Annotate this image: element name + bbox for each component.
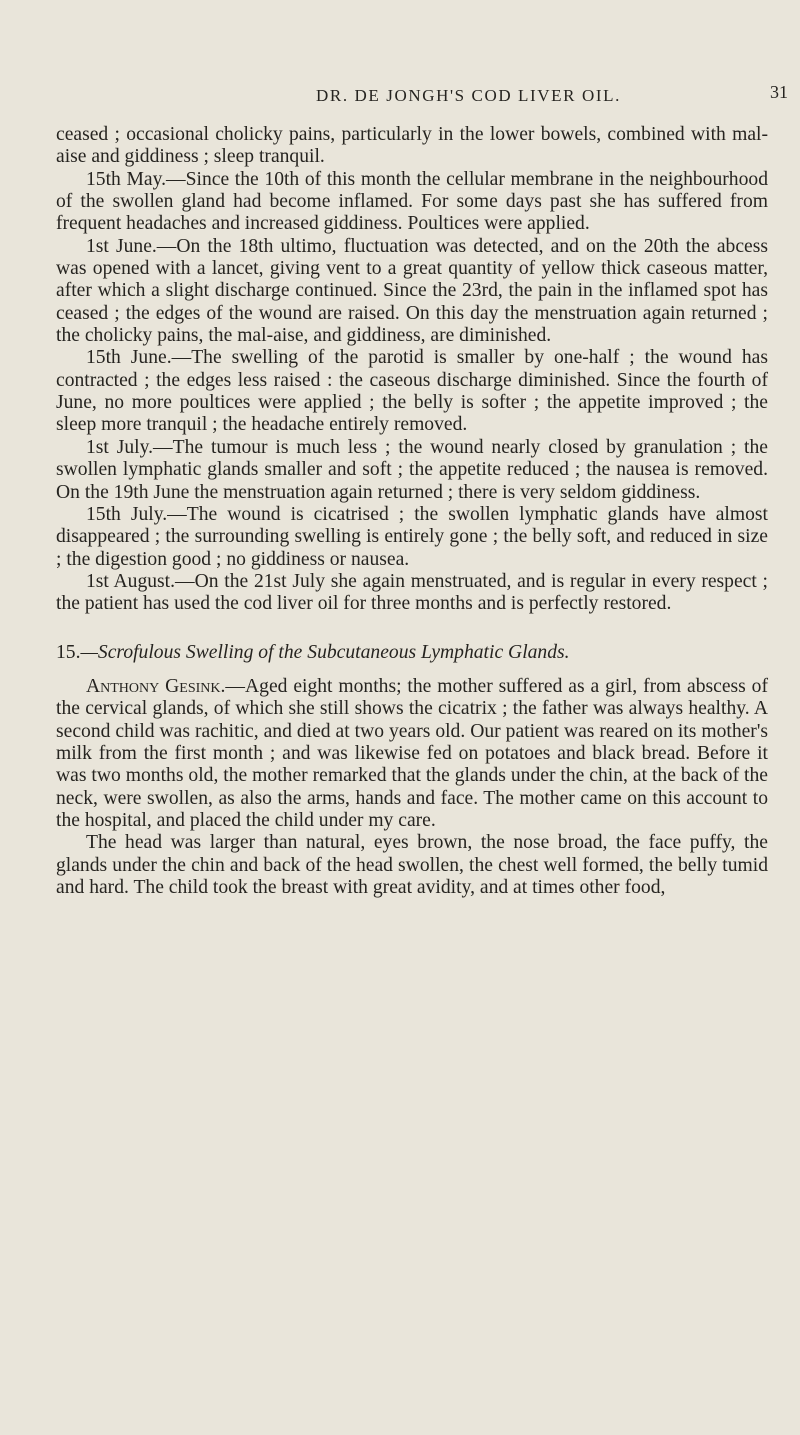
paragraph-examination: The head was larger than natural, eyes brown, the nose broad, the face puffy, the glands under the chin and back of the head swollen, the chest well formed, the belly tumid and hard. The child took the breast with great avidity, and at times other food,: [56, 832, 768, 898]
patient-name: Anthony Gesink.: [86, 675, 226, 697]
paragraph-15th-june: 15th June.—The swelling of the parotid is smaller by one-half ; the wound has contracted ; the edges less raised : the caseous discharge diminished. Since the fourth of June, no more poultices were applied ; the belly is softer ; the appetite improved ; the sleep more tranquil ; the headache entirely removed.: [56, 347, 768, 436]
running-head: [0, 82, 800, 110]
case-intro-text: —Aged eight months; the mother suffered as a girl, from abscess of the cervical glands, of which she still shows the cicatrix ; the father was always healthy. A second child was rachitic, and died at two years old. Our patient was reared on its mother's milk from the first month ; and was likewise fed on potatoes and black bread. Before it was two months old, the mother remarked that the glands under the chin, at the back of the neck, were swollen, as also the arms, hands and face. The mother came on this account to the hospital, and placed the child under my care.: [56, 675, 768, 831]
paragraph-15th-july: 15th July.—The wound is cicatrised ; the swollen lymphatic glands have almost disappeared ; the surrounding swelling is entirely gone ; the belly soft, and reduced in size ; the digestion good ; no giddiness or nausea.: [56, 503, 768, 570]
paragraph-15th-may: 15th May.—Since the 10th of this month the cellular membrane in the neighbourhood of the swollen gland had become inflamed. For some days past she has suffered from frequent headaches and increased giddiness. Poultices were applied.: [56, 168, 768, 235]
running-title: DR. DE JONGH'S COD LIVER OIL.: [316, 86, 621, 105]
body-text: [56, 124, 768, 899]
case-intro-paragraph: [56, 676, 768, 832]
paragraph-1st-august: 1st August.—On the 21st July she again menstruated, and is regular in every respect ; the patient has used the cod liver oil for three months and is perfectly restored.: [56, 570, 768, 615]
paragraph-1st-july: 1st July.—The tumour is much less ; the wound nearly closed by granulation ; the swollen lymphatic glands smaller and soft ; the appetite reduced ; the nausea is removed. On the 19th June the menstruation again returned ; there is very seldom giddiness.: [56, 436, 768, 503]
section-heading: [56, 642, 768, 664]
section-number: 15.: [56, 641, 81, 663]
paragraph-1st-june: 1st June.—On the 18th ultimo, fluctuation was detected, and on the 20th the abcess was opened with a lancet, giving vent to a great quantity of yellow thick caseous matter, after which a slight discharge continued. Since the 23rd, the pain in the inflamed spot has ceased ; the edges of the wound are raised. On this day the menstruation again returned ; the cholicky pains, the mal-aise, and giddiness, are diminished.: [56, 235, 768, 347]
paragraph-continuation: ceased ; occasional cholicky pains, particularly in the lower bowels, combined with mal-aise and giddiness ; sleep tranquil.: [56, 124, 768, 168]
page-number: 31: [770, 82, 788, 102]
section-title: —Scrofulous Swelling of the Subcutaneous Lymphatic Glands.: [80, 641, 570, 663]
